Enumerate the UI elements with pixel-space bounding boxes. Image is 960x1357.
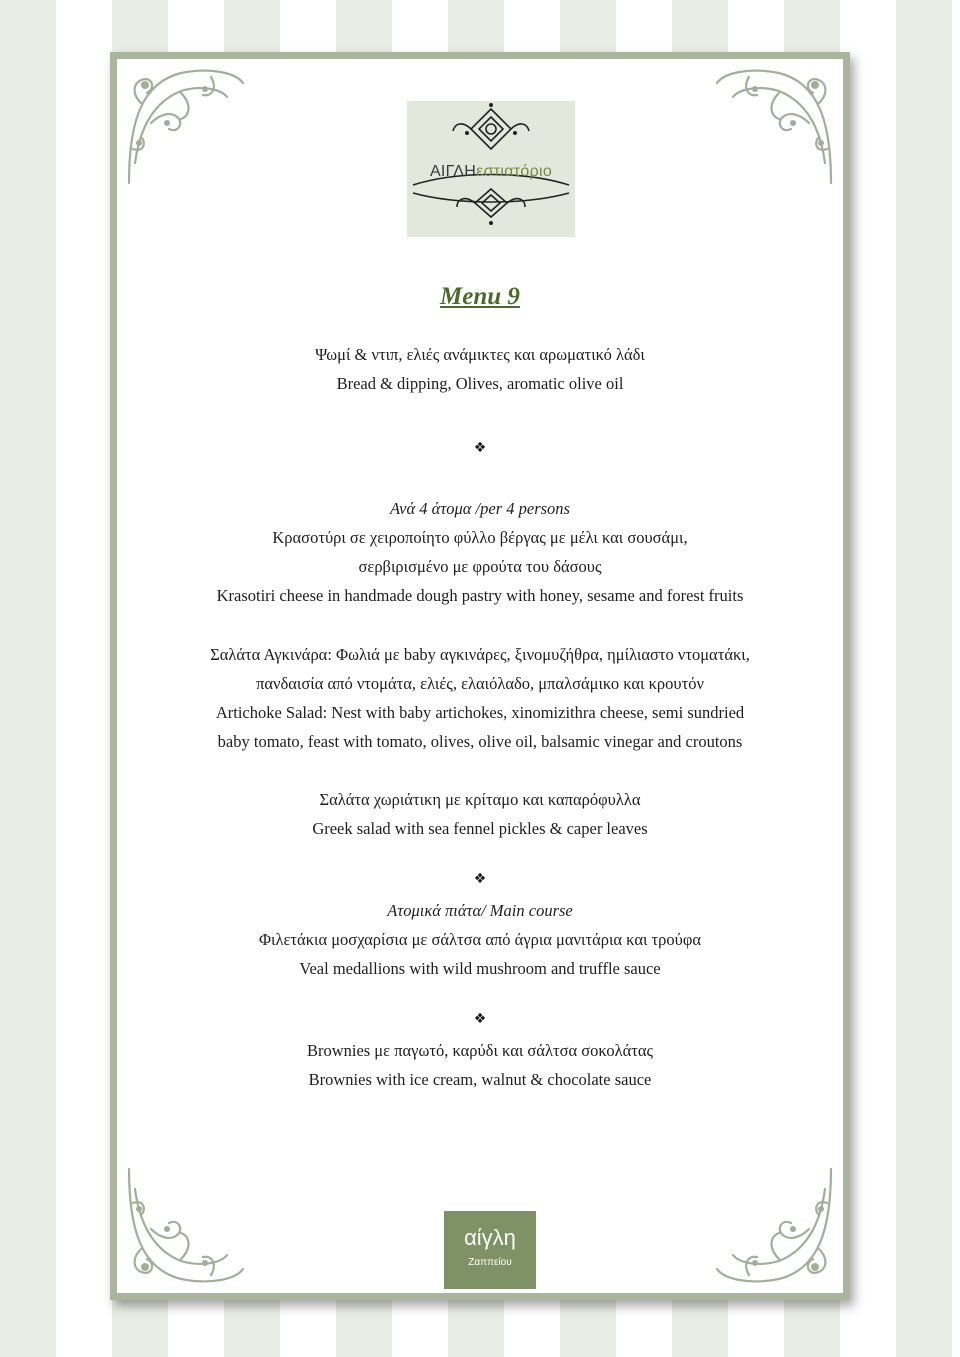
logo-part2: εστιατόριο <box>476 163 553 180</box>
menu-card <box>117 59 843 1293</box>
restaurant-logo <box>407 101 575 237</box>
greek-gr: Σαλάτα χωριάτικη με κρίταμο και καπαρόφυλλα <box>319 790 641 809</box>
krasotiri-en: Krasotiri cheese in handmade dough pastry with honey, sesame and forest fruits <box>216 586 744 605</box>
brownies-gr: Brownies με παγωτό, καρύδι και σάλτσα σοκολάτας <box>306 1041 654 1060</box>
diamond-separator-icon: ❖ <box>473 871 487 887</box>
logo-wordmark <box>407 163 575 181</box>
corner-ornament-icon <box>709 1159 839 1289</box>
bread-gr: Ψωμί & ντιπ, ελιές ανάμικτες και αρωματικό λάδι <box>315 345 645 364</box>
footer-logo <box>444 1211 536 1289</box>
artichoke-gr2: πανδαισία από ντομάτα, ελιές, ελαιόλαδο, μπαλσάμικο και κρουτόν <box>256 674 704 693</box>
krasotiri-gr1: Κρασοτύρι σε χειροποίητο φύλλο βέργας με μέλι και σουσάμι, <box>272 528 688 547</box>
brownies-en: Brownies with ice cream, walnut & chocolate sauce <box>308 1070 652 1089</box>
greek-en: Greek salad with sea fennel pickles & caper leaves <box>312 819 648 838</box>
veal-en: Veal medallions with wild mushroom and truffle sauce <box>299 959 661 978</box>
logo-part1: ΑΙΓΛΗ <box>429 163 477 180</box>
per4-heading: Ανά 4 άτομα /per 4 persons <box>390 499 570 518</box>
footer-sub: Ζαππείου <box>468 1257 512 1268</box>
menu-page <box>110 52 850 1300</box>
artichoke-en1: Artichoke Salad: Nest with baby artichokes, xinomizithra cheese, semi sundried <box>215 703 745 722</box>
artichoke-gr1: Σαλάτα Αγκινάρα: Φωλιά με baby αγκινάρες, ξινομυζήθρα, ημίλιαστο ντοματάκι, <box>210 645 750 664</box>
footer-name: αίγλη <box>464 1225 516 1250</box>
corner-ornament-icon <box>121 1159 251 1289</box>
diamond-separator-icon: ❖ <box>473 1011 487 1027</box>
corner-ornament-icon <box>709 63 839 193</box>
krasotiri-gr2: σερβιρισμένο με φρούτα του δάσους <box>358 557 602 576</box>
menu-title: Menu 9 <box>440 283 520 310</box>
diamond-separator-icon: ❖ <box>473 440 487 456</box>
corner-ornament-icon <box>121 63 251 193</box>
bread-en: Bread & dipping, Olives, aromatic olive oil <box>336 374 624 393</box>
veal-gr: Φιλετάκια μοσχαρίσια με σάλτσα από άγρια μανιτάρια και τρούφα <box>258 930 701 949</box>
artichoke-en2: baby tomato, feast with tomato, olives, olive oil, balsamic vinegar and croutons <box>217 732 743 751</box>
main-heading: Ατομικά πιάτα/ Main course <box>387 901 573 920</box>
